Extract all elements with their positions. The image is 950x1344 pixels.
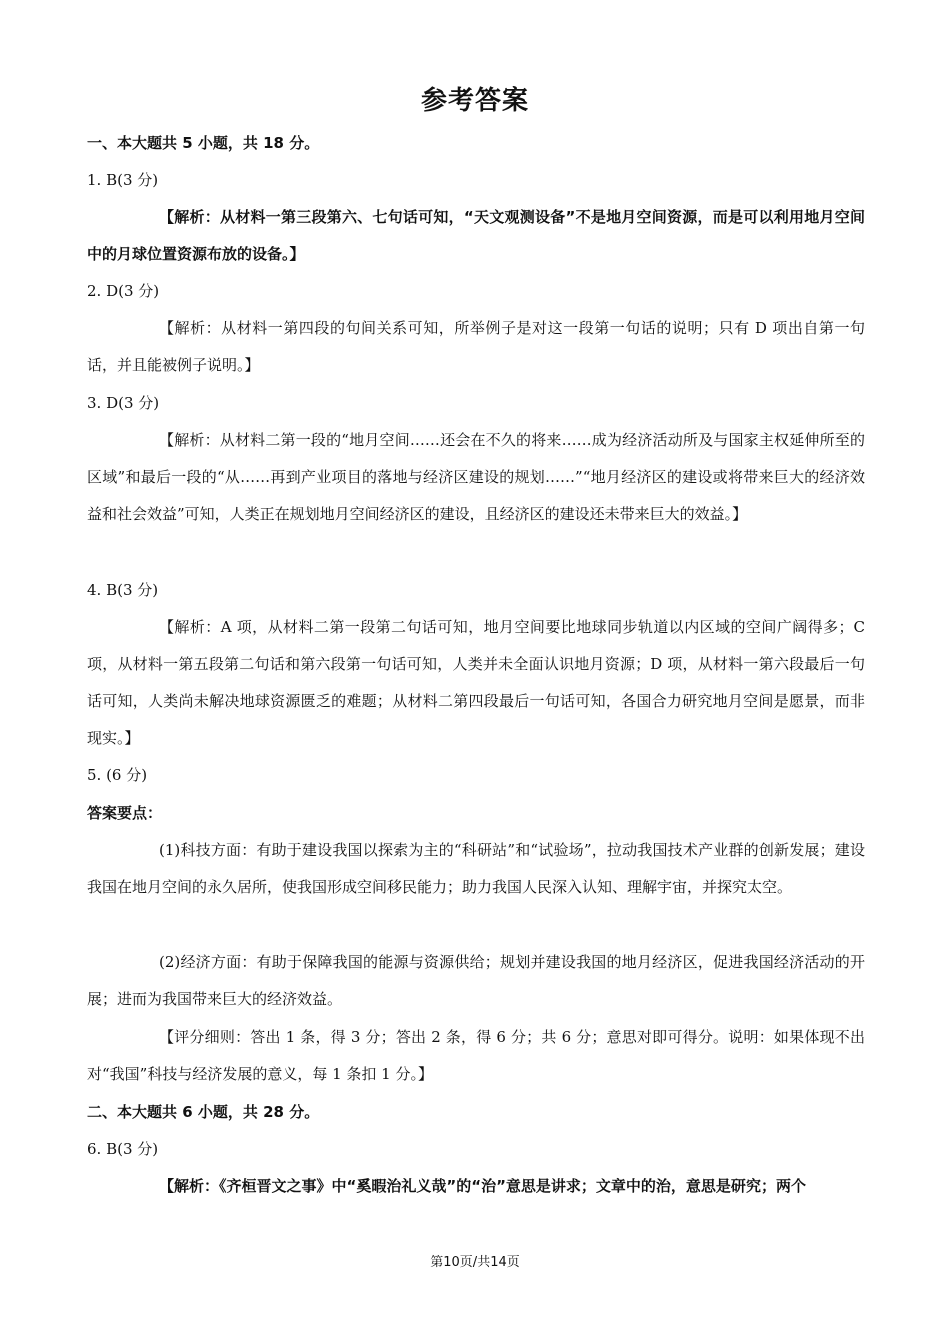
q1-analysis: 【解析：从材料一第三段第六、七句话可知，“天文观测设备”不是地月空间资源，而是可以利用地月空间中的月球位置资源布放的设备。】 bbox=[87, 208, 865, 263]
q2-answer: 2. D(3 分) bbox=[87, 282, 160, 300]
q1-answer: 1. B(3 分) bbox=[87, 171, 159, 189]
q5-scoring: 【评分细则：答出 1 条，得 3 分；答出 2 条，得 6 分；共 6 分；意思对即可得分。说明：如果体现不出对“我国”科技与经济发展的意义，每 1 条扣 1 分。】 bbox=[87, 1028, 865, 1083]
q3-analysis: 【解析：从材料二第一段的“地月空间……还会在不久的将来……成为经济活动所及与国家主权延伸所至的区域”和最后一段的“从……再到产业项目的落地与经济区建设的规划……”“地月经济区的建设或将带来巨大的经济效益和社会效益”可知，人类正在规划地月空间经济区的建设，且经济区的建设还未带来巨大的效益。】 bbox=[87, 431, 865, 523]
q5-point-2: (2)经济方面：有助于保障我国的能源与资源供给；规划并建设我国的地月经济区，促进我国经济活动的开展；进而为我国带来巨大的经济效益。 bbox=[87, 953, 865, 1008]
q3-answer: 3. D(3 分) bbox=[87, 394, 160, 412]
q6-answer: 6. B(3 分) bbox=[87, 1140, 159, 1158]
q5-point-1: (1)科技方面：有助于建设我国以探索为主的“科研站”和“试验场”，拉动我国技术产业群的创新发展；建设我国在地月空间的永久居所，使我国形成空间移民能力；助力我国人民深入认知、理解宇宙，并探究太空。 bbox=[87, 841, 865, 896]
q6-analysis: 【解析：《齐桓晋文之事》中“奚暇治礼义哉”的“治”意思是讲求；文章中的治，意思是研究；两个 bbox=[159, 1177, 806, 1195]
page-footer: 第10页/共14页 bbox=[430, 1255, 520, 1270]
section-1-heading: 一、本大题共 5 小题，共 18 分。 bbox=[87, 134, 320, 152]
q4-analysis: 【解析：A 项，从材料二第一段第二句话可知，地月空间要比地球同步轨道以内区域的空间广阔得多；C 项，从材料一第五段第二句话和第六段第一句话可知，人类并未全面认识地月资源；D 项，从材料一第六段最后一句话可知，人类尚未解决地球资源匮乏的难题；从材料二第四段最后一句话可知，各国合力研究地月空间是愿景，而非现实。】 bbox=[87, 618, 865, 747]
section-2-heading: 二、本大题共 6 小题，共 28 分。 bbox=[87, 1103, 320, 1121]
q4-answer: 4. B(3 分) bbox=[87, 581, 159, 599]
q2-analysis: 【解析：从材料一第四段的句间关系可知，所举例子是对这一段第一句话的说明；只有 D 项出自第一句话，并且能被例子说明。】 bbox=[87, 319, 865, 374]
q5-answer: 5. (6 分) bbox=[87, 766, 148, 784]
q5-points-label: 答案要点： bbox=[87, 804, 163, 822]
page-title: 参考答案 bbox=[420, 86, 529, 116]
